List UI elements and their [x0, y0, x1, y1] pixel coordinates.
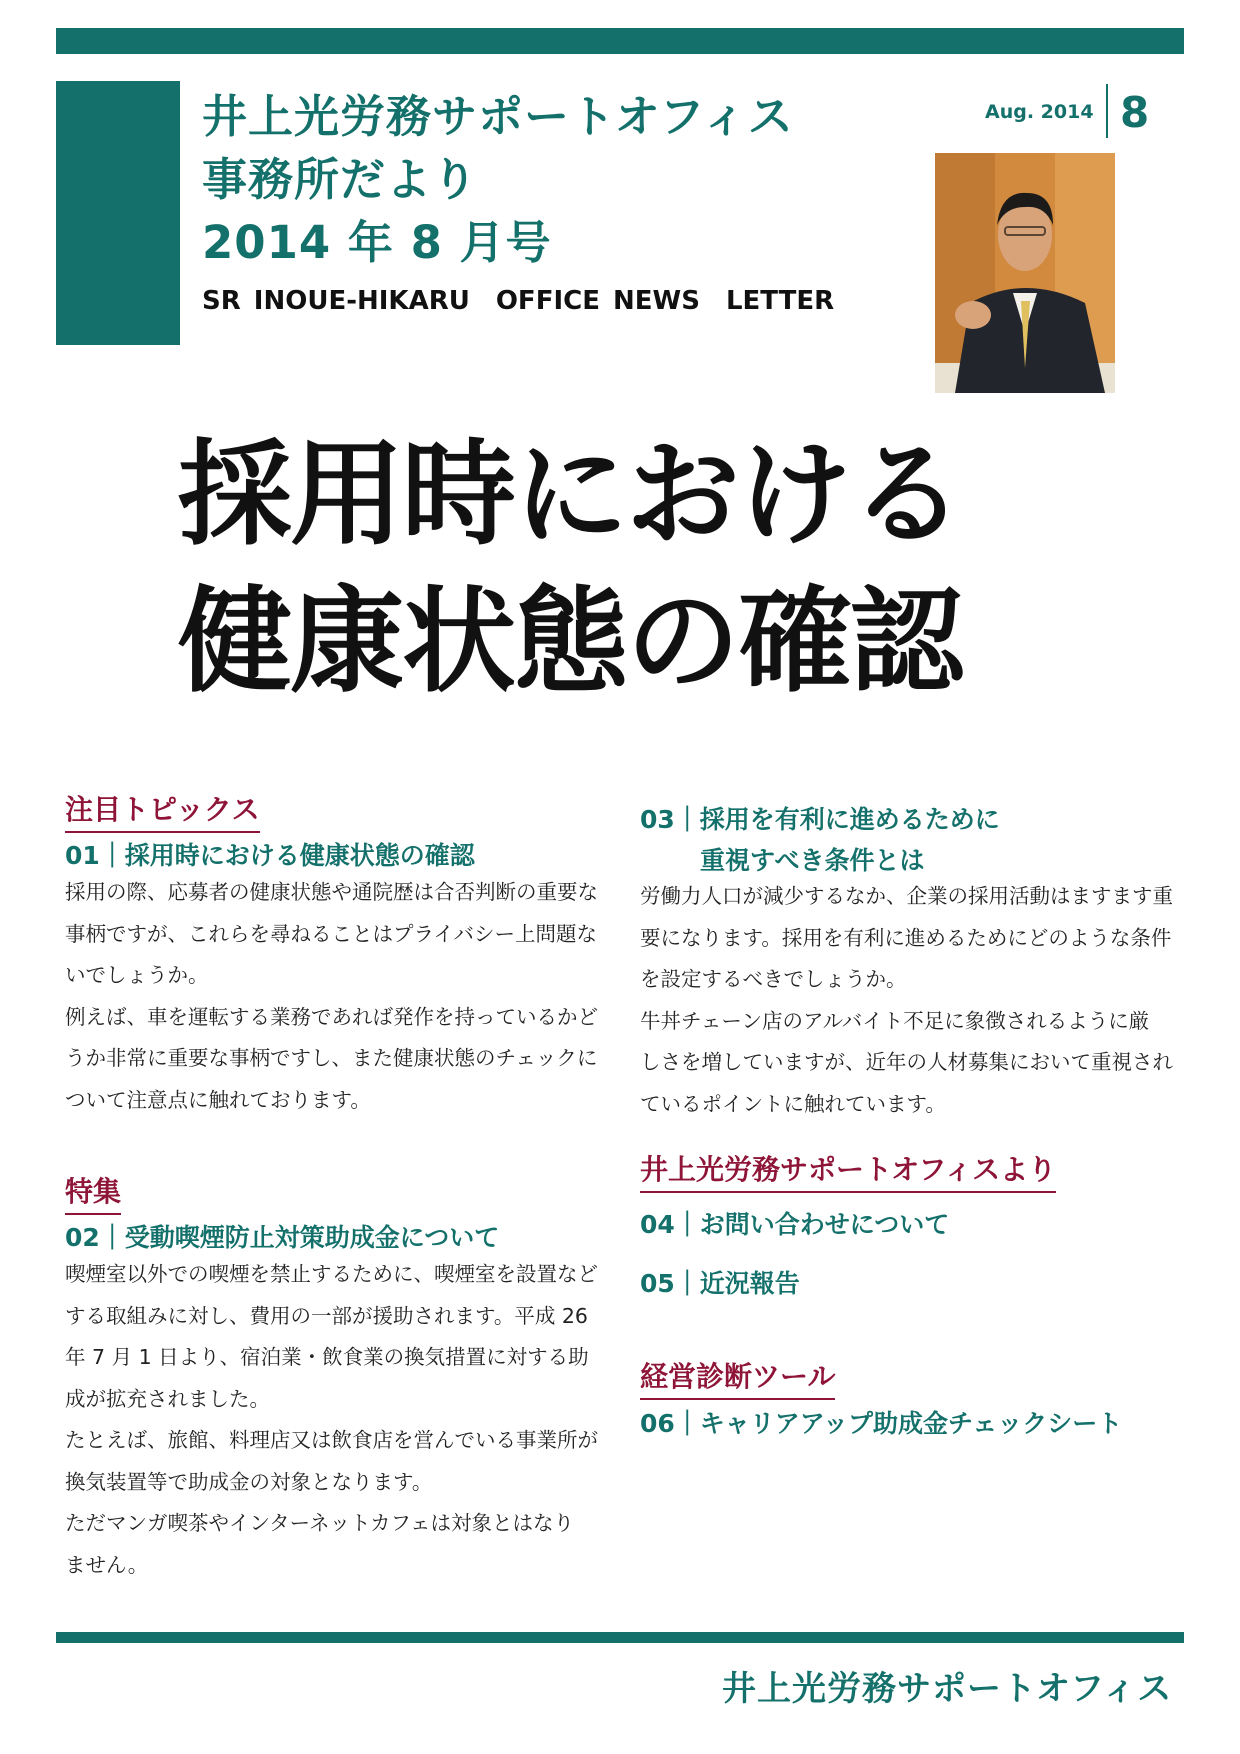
article-05-title[interactable]: 05｜近況報告: [640, 1269, 800, 1298]
article-02-body: [65, 1254, 598, 1586]
top-bar: [56, 28, 1184, 54]
portrait-photo: [935, 153, 1115, 393]
text-line: ません。: [65, 1552, 149, 1577]
article-03-title[interactable]: 03｜採用を有利に進めるために: [640, 805, 1000, 834]
text-line: ついて注意点に触れております。: [65, 1087, 371, 1112]
text-line: しさを増していますが、近年の人材募集において重視され: [640, 1050, 1173, 1074]
article-03-title-line-2[interactable]: 重視すべき条件とは: [700, 846, 925, 875]
issue-number: 8: [1120, 88, 1150, 137]
text-line: 牛丼チェーン店のアルバイト不足に象徴されるように厳: [640, 1008, 1150, 1033]
article-06-title[interactable]: 06｜キャリアアップ助成金チェックシート: [640, 1409, 1123, 1438]
office-name-heading: 井上光労務サポートオフィス: [202, 90, 794, 143]
text-line: 成が拡充されました。: [65, 1386, 270, 1411]
main-title-line-1: 採用時における: [178, 428, 963, 561]
text-line: する取組みに対し、費用の一部が援助されます。平成 26: [65, 1303, 588, 1328]
header-side-block: [56, 81, 180, 345]
text-line: 要になります。採用を有利に進めるためにどのような条件: [640, 925, 1172, 950]
text-line: たとえば、旅館、料理店又は飲食店を営んでいる事業所が: [65, 1428, 598, 1452]
tools-heading: 経営診断ツール: [640, 1355, 835, 1400]
text-line: ただマンガ喫茶やインターネットカフェは対象とはなり: [65, 1511, 575, 1535]
text-line: いでしょうか。: [65, 963, 209, 987]
article-01-title[interactable]: 01｜採用時における健康状態の確認: [65, 841, 475, 870]
bottom-bar: [56, 1632, 1184, 1643]
topics-heading: 注目トピックス: [65, 788, 260, 833]
feature-heading: 特集: [65, 1170, 121, 1215]
text-line: 例えば、車を運転する業務であれば発作を持っているかど: [65, 1004, 598, 1029]
issue-month: 2014 年 8 月号: [202, 216, 552, 269]
text-line: うか非常に重要な事柄ですし、また健康状態のチェックに: [65, 1046, 598, 1070]
newsletter-name: 事務所だより: [202, 153, 479, 206]
article-02-title[interactable]: 02｜受動喫煙防止対策助成金について: [65, 1223, 500, 1252]
text-line: 喫煙室以外での喫煙を禁止するために、喫煙室を設置など: [65, 1262, 598, 1286]
text-line: を設定するべきでしょうか。: [640, 967, 907, 991]
article-04-title[interactable]: 04｜お問い合わせについて: [640, 1210, 950, 1239]
text-line: 事柄ですが、これらを尋ねることはプライバシー上問題な: [65, 921, 597, 946]
issue-date: Aug. 2014: [985, 101, 1094, 123]
article-01-body: [65, 872, 598, 1121]
issue-divider: [1106, 84, 1108, 138]
text-line: 採用の際、応募者の健康状態や通院歴は合否判断の重要な: [65, 880, 598, 904]
text-line: 年 7 月 1 日より、宿泊業・飲食業の換気措置に対する助: [65, 1345, 589, 1369]
footer-office-name: 井上光労務サポートオフィス: [722, 1669, 1173, 1709]
text-line: 換気装置等で助成金の対象となります。: [65, 1469, 433, 1494]
text-line: ているポイントに触れています。: [640, 1091, 946, 1116]
english-subtitle: SR INOUE-HIKARU OFFICE NEWS LETTER: [202, 286, 835, 316]
article-03-body: [640, 876, 1173, 1125]
main-title-line-2: 健康状態の確認: [178, 575, 963, 708]
text-line: 労働力人口が減少するなか、企業の採用活動はますます重: [640, 884, 1173, 908]
office-news-heading: 井上光労務サポートオフィスより: [640, 1148, 1056, 1193]
